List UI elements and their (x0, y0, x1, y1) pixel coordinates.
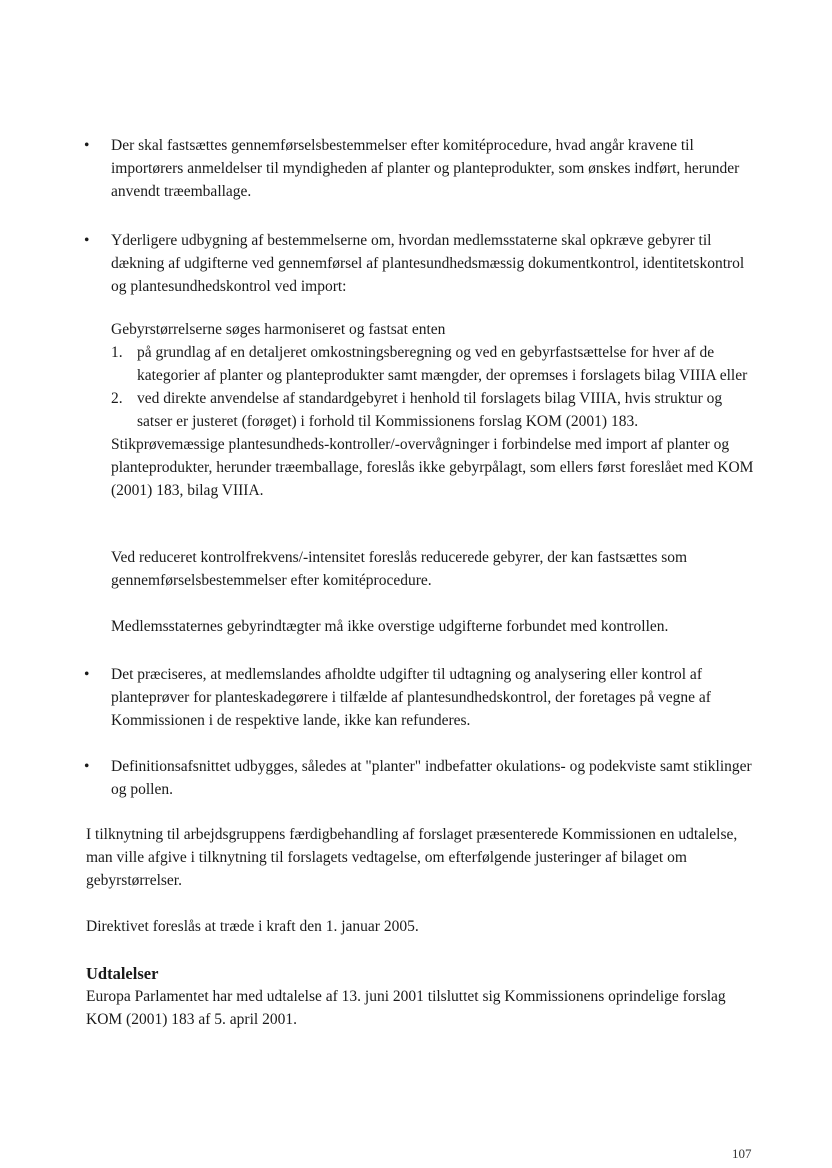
item-text: ved direkte anvendelse af standardgebyret i henhold til forslagets bilag VIIIA, hvis struktur og satser er justeret (forøget) i forhold til Kommissionens forslag KOM (2001) 183. (137, 390, 723, 430)
bullet-marker: • (84, 137, 90, 154)
page-number: 107 (732, 1146, 752, 1161)
bullet-item-fees (84, 229, 764, 298)
bullet-text: Det præciseres, at medlemslandes afholdte udgifter til udtagning og analysering eller kontrol af planteprøver for planteskadegørere i tilfælde af plantesundhedskontrol, der foretages på vegne af Kommissionen i de respektive lande, ikke kan refunderes. (111, 666, 711, 729)
paragraph-commission-statement: I tilknytning til arbejdsgruppens færdigbehandling af forslaget præsenterede Kommissionen en udtalelse, man ville afgive i tilknytning til forslagets vedtagelse, om efterfølgende justeringer af bilaget om gebyrstørrelser. (86, 826, 738, 889)
numbered-item-2 (111, 387, 761, 433)
bullet-item-definitions (84, 755, 764, 801)
bullet-text: Yderligere udbygning af bestemmelserne om, hvordan medlemsstaterne skal opkræve gebyrer til dækning af udgifterne ved gennemførsel af plantesundhedsmæssig dokumentkontrol, identitetskontrol og plantesundhedskontrol ved import: (111, 232, 745, 295)
section-opinions (86, 962, 756, 1031)
numbered-item-1 (111, 341, 761, 387)
bullet-item-import-notifications (84, 134, 764, 203)
bullet-item-refunds (84, 663, 764, 732)
bullet-text: Der skal fastsættes gennemførselsbestemmelser efter komitéprocedure, hvad angår kravene til importørers anmeldelser til myndigheden af planter og planteprodukter, som ønskes indført, herunder anvendt træemballage. (111, 137, 740, 200)
bullet-text: Definitionsafsnittet udbygges, således at "planter" indbefatter okulations- og podekviste samt stiklinger og pollen. (111, 758, 752, 798)
fee-sample-checks: Stikprøvemæssige plantesundheds-kontroller/-overvågninger i forbindelse med import af planter og planteprodukter, herunder træemballage, foreslås ikke gebyrpålagt, som ellers først foreslået med KOM (2001) 183, bilag VIIIA. (111, 436, 754, 499)
item-number: 2. (111, 390, 123, 407)
fee-income-paragraph: Medlemsstaternes gebyrindtægter må ikke overstige udgifterne forbundet med kontrollen. (111, 618, 669, 635)
section-heading: Udtalelser (86, 964, 159, 983)
bullet-marker: • (84, 666, 90, 683)
fee-section (111, 318, 761, 502)
item-number: 1. (111, 344, 123, 361)
item-text: på grundlag af en detaljeret omkostningsberegning og ved en gebyrfastsættelse for hver af de kategorier af planter og planteprodukter samt mængder, der opremses i forslagets bilag VIIIA eller (137, 344, 748, 384)
fee-reduced-paragraph: Ved reduceret kontrolfrekvens/-intensitet foreslås reducerede gebyrer, der kan fastsættes som gennemførselsbestemmelser efter komitéprocedure. (111, 549, 688, 589)
fee-intro: Gebyrstørrelserne søges harmoniseret og fastsat enten (111, 321, 446, 338)
section-text: Europa Parlamentet har med udtalelse af 13. juni 2001 tilsluttet sig Kommissionens oprindelige forslag KOM (2001) 183 af 5. april 2001. (86, 988, 726, 1028)
bullet-marker: • (84, 232, 90, 249)
paragraph-entry-into-force: Direktivet foreslås at træde i kraft den 1. januar 2005. (86, 918, 419, 935)
bullet-marker: • (84, 758, 90, 775)
